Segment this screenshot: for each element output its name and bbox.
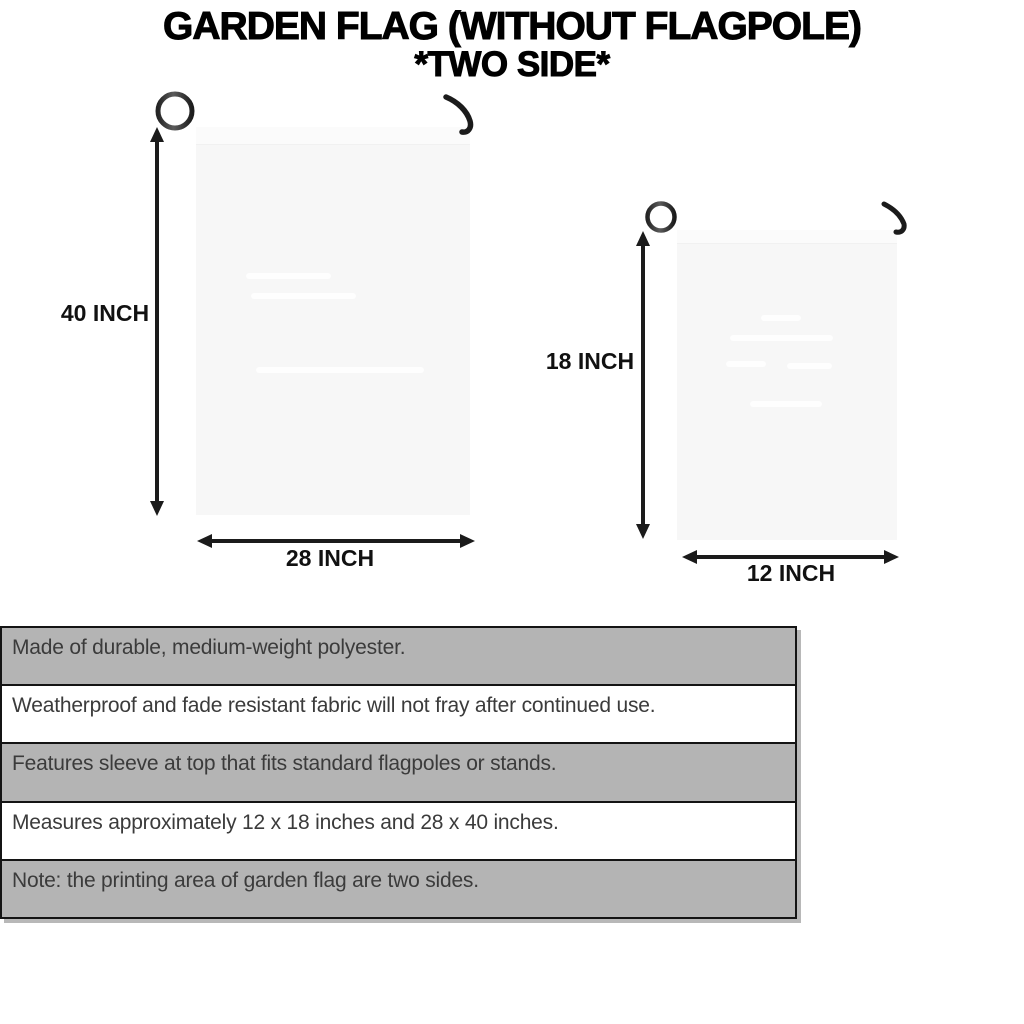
pole-hook-icon bbox=[884, 204, 904, 232]
note-row-printing: Note: the printing area of garden flag are two sides. bbox=[2, 859, 795, 917]
small-flag-width-label: 12 INCH bbox=[746, 560, 836, 586]
title-line-1: GARDEN FLAG (WITHOUT FLAGPOLE) bbox=[163, 5, 861, 48]
title-line-2: *TWO SIDE* bbox=[414, 45, 610, 84]
product-notes-table bbox=[0, 626, 797, 919]
large-flagpole bbox=[158, 94, 192, 618]
note-row-weatherproof: Weatherproof and fade resistant fabric will not fray after continued use. bbox=[2, 684, 795, 742]
note-row-material: Made of durable, medium-weight polyester. bbox=[2, 628, 795, 684]
note-row-sleeve: Features sleeve at top that fits standard flagpoles or stands. bbox=[2, 742, 795, 800]
pole-loop-icon bbox=[648, 204, 675, 231]
pole-loop-icon bbox=[158, 94, 192, 128]
small-flagpole bbox=[648, 204, 676, 623]
large-flag-height-label: 40 INCH bbox=[60, 300, 150, 326]
height-arrow-18-inch bbox=[636, 231, 650, 539]
small-flag-height-label: 18 INCH bbox=[545, 348, 635, 374]
large-flag-width-label: 28 INCH bbox=[285, 545, 375, 571]
note-row-measurements: Measures approximately 12 x 18 inches and 28 x 40 inches. bbox=[2, 801, 795, 859]
pole-hook-icon bbox=[446, 97, 471, 132]
